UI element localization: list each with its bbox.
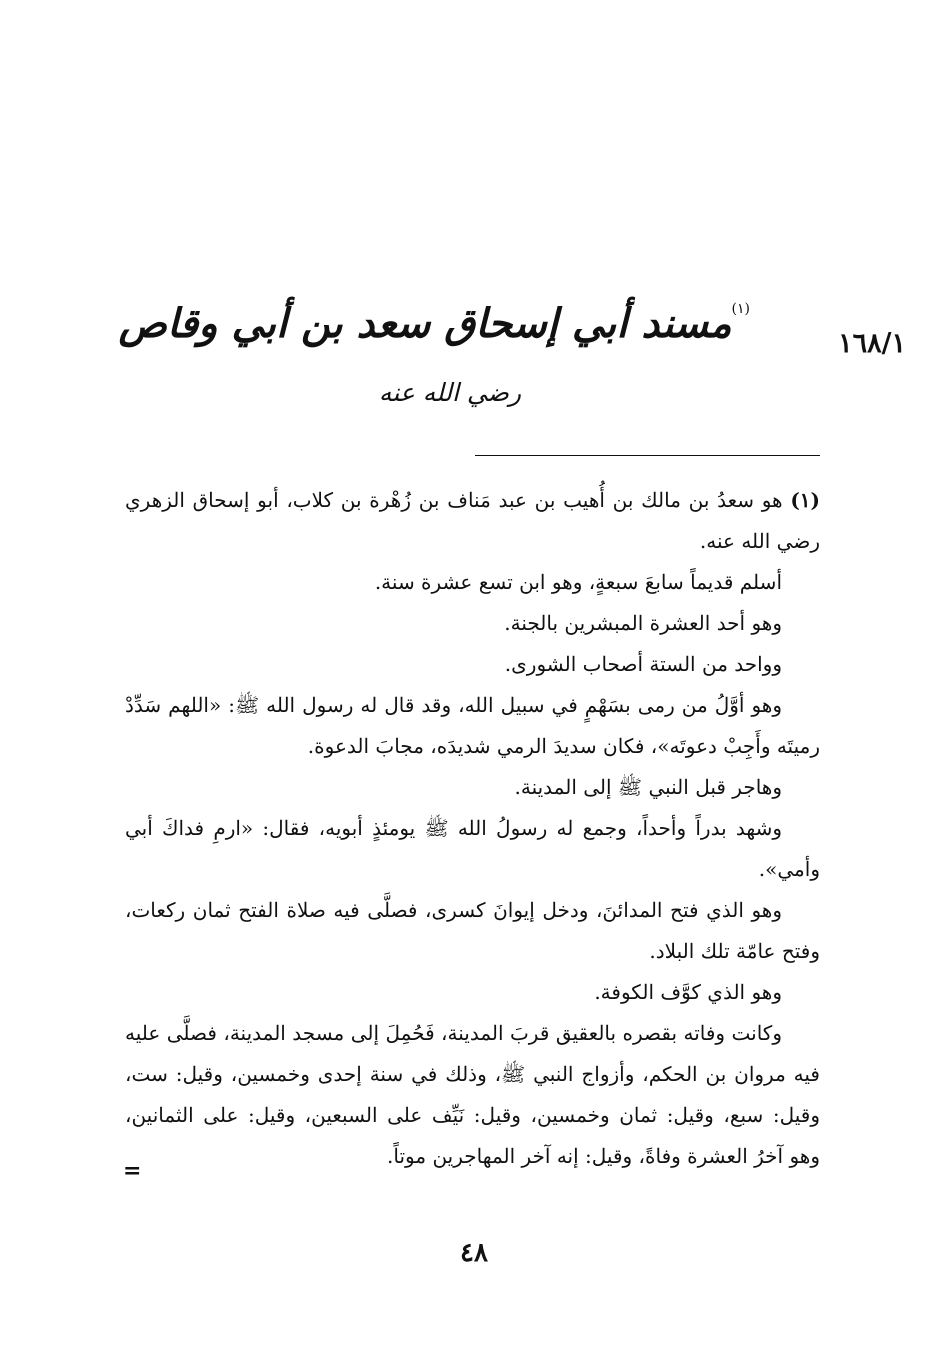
footnote-paragraph: وهو أحد العشرة المبشرين بالجنة. <box>504 611 782 635</box>
footnote-divider <box>475 455 820 456</box>
page-number: ٤٨ <box>460 1238 488 1268</box>
footnote-paragraph: وهو أوَّلُ من رمى بسَهْمٍ في سبيل الله، وقد قال له رسول الله ﷺ: «اللهم سَدِّدْ رميتَه وأَجِبْ دعوتَه»، فكان سديدَ الرمي شديدَه، مجابَ الدعوة. <box>125 693 820 758</box>
footnote-text: هو سعدُ بن مالك بن أُهيب بن عبد مَناف بن زُهْرة بن كلاب، أبو إسحاق الزهري رضي الله عنه. <box>125 488 820 553</box>
footnote-paragraph: وهو الذي فتح المدائنَ، ودخل إيوانَ كسرى، فصلَّى فيه صلاة الفتح ثمان ركعات، وفتح عامّة تلك البلاد. <box>125 898 820 963</box>
title-footnote-marker: (١) <box>731 301 750 317</box>
footnote-paragraph: وشهد بدراً وأحداً، وجمع له رسولُ الله ﷺ يومئذٍ أبويه، فقال: «ارمِ فداكَ أبي وأمي». <box>125 816 820 881</box>
footnote-paragraph: وكانت وفاته بقصره بالعقيق قربَ المدينة، فَحُمِلَ إلى مسجد المدينة، فصلَّى عليه فيه مروان بن الحكم، وأزواج النبي ﷺ، وذلك في سنة إحدى وخمسين، وقيل: ست، وقيل: سبع، وقيل: ثمان وخمسين، وقيل: نَيِّف على السبعين، وقيل: على الثمانين، وهو آخرُ العشرة وفاةً، وقيل: إنه آخر المهاجرين موتاً. <box>125 1021 820 1168</box>
footnote-paragraph: وهو الذي كوَّف الكوفة. <box>594 980 782 1004</box>
footnote-paragraph: أسلم قديماً سابعَ سبعةٍ، وهو ابن تسع عشرة سنة. <box>374 570 782 594</box>
footnote-paragraph <box>125 480 820 562</box>
footnote-number: (١) <box>790 488 821 512</box>
section-title <box>118 300 750 347</box>
section-title-text: مسند أبي إسحاق سعد بن أبي وقاص <box>118 300 732 347</box>
footnote-paragraph: وهاجر قبل النبي ﷺ إلى المدينة. <box>514 775 782 799</box>
section-subtitle: رضي الله عنه <box>378 378 522 407</box>
footnote-paragraph: وواحد من الستة أصحاب الشورى. <box>504 652 782 676</box>
footnote-block <box>125 480 820 1177</box>
side-reference: ١٦٨/١ <box>838 328 906 359</box>
continuation-mark: = <box>123 1158 142 1184</box>
